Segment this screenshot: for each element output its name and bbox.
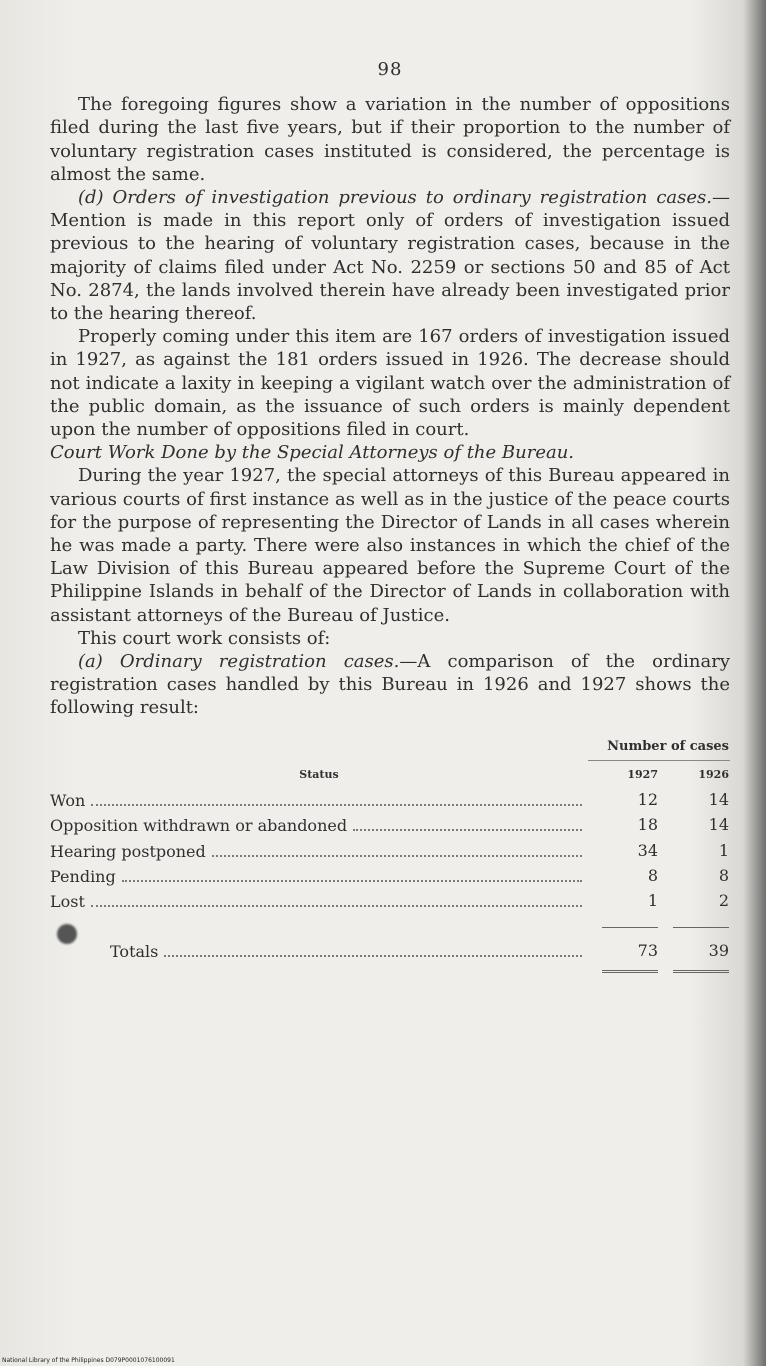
row-value-1927: 18	[637, 815, 658, 835]
double-rule	[673, 970, 729, 973]
ink-blot-mark	[57, 924, 77, 944]
section-heading-court-work: Court Work Done by the Special Attorneys of the Bureau.	[50, 442, 575, 464]
total-1927: 73	[637, 941, 658, 961]
dot-leader	[353, 829, 582, 831]
paragraph-ordinary-registration	[50, 650, 730, 720]
totals-label: Totals	[110, 942, 159, 962]
page-number: 98	[377, 59, 403, 80]
row-value-1926: 2	[718, 890, 729, 910]
table-row	[50, 863, 730, 888]
paragraph-oppositions-variation: The foregoing figures show a variation in the number of oppositions filed during the last five years, but if their proportion to the number of voluntary registration cases instituted is considered, the percentage is almost the same.	[50, 94, 730, 185]
row-value-1926: 8	[718, 865, 729, 885]
dot-leader	[91, 905, 582, 907]
row-value-1927: 8	[647, 865, 658, 885]
table-header-number-of-cases: Number of cases	[588, 734, 730, 761]
paragraph-ordinary-registration-text: —A comparison of the ordinary registration cases handled by this Bureau in 1926 and 1927 shows the following result:	[50, 651, 731, 719]
row-value-1927: 34	[637, 840, 658, 860]
table-header-status: Status	[299, 767, 339, 781]
row-value-1926: 14	[708, 790, 729, 810]
table-row	[50, 787, 730, 812]
row-value-1926: 1	[718, 840, 729, 860]
table-row	[50, 812, 730, 837]
row-status: Won	[50, 791, 86, 811]
dot-leader	[91, 804, 582, 806]
row-value-1927: 1	[647, 890, 658, 910]
paragraph-orders-count: Properly coming under this item are 167 orders of investigation issued in 1927, as against the 181 orders issued in 1926. The decrease should not indicate a laxity in keeping a vigilant watch over the administration of the public domain, as the issuance of such orders is mainly dependent upon the number of oppositions filed in court.	[50, 326, 730, 441]
row-status: Pending	[50, 866, 116, 886]
row-value-1926: 14	[708, 815, 729, 835]
row-value-1927: 12	[637, 790, 658, 810]
dot-leader	[164, 955, 582, 957]
sum-rule	[673, 927, 729, 928]
total-1926: 39	[708, 941, 729, 961]
sum-rule	[602, 927, 658, 928]
cases-table	[50, 734, 730, 975]
paragraph-court-work-consists: This court work consists of:	[78, 627, 331, 649]
dot-leader	[122, 880, 582, 882]
row-status: Lost	[50, 891, 85, 911]
paragraph-orders-investigation-label: (d) Orders of investigation previous to ordinary registration cases.	[78, 187, 712, 209]
row-status: Opposition withdrawn or abandoned	[50, 816, 348, 836]
totals-row	[50, 929, 730, 963]
paragraph-orders-investigation	[50, 186, 730, 325]
paragraph-ordinary-registration-label: (a) Ordinary registration cases.	[78, 651, 400, 673]
paragraph-orders-investigation-text: —Mention is made in this report only of orders of investigation issued previous to the hearing of voluntary registration cases, because in the majority of claims filed under Act No. 2259 or sections 50 and 85 of Act No. 2874, the lands involved therein have already been investigated prior to the hearing thereof.	[50, 187, 730, 325]
row-status: Hearing postponed	[50, 841, 206, 861]
table-row	[50, 838, 730, 863]
table-row	[50, 888, 730, 913]
paragraph-special-attorneys: During the year 1927, the special attorneys of this Bureau appeared in various courts of first instance as well as in the justice of the peace courts for the purpose of representing the Director of Lands in all cases wherein he was made a party. There were also instances in which the chief of the Law Division of this Bureau appeared before the Supreme Court of the Philippine Islands in behalf of the Director of Lands in collaboration with assistant attorneys of the Bureau of Justice.	[50, 465, 730, 626]
dot-leader	[212, 855, 582, 857]
double-rule	[602, 970, 658, 973]
table-header-year-1926: 1926	[698, 767, 729, 781]
footer-watermark: National Library of the Philippines D079P0001076100091	[2, 1357, 175, 1364]
page-content	[50, 58, 730, 974]
table-header-year-1927: 1927	[627, 767, 658, 781]
